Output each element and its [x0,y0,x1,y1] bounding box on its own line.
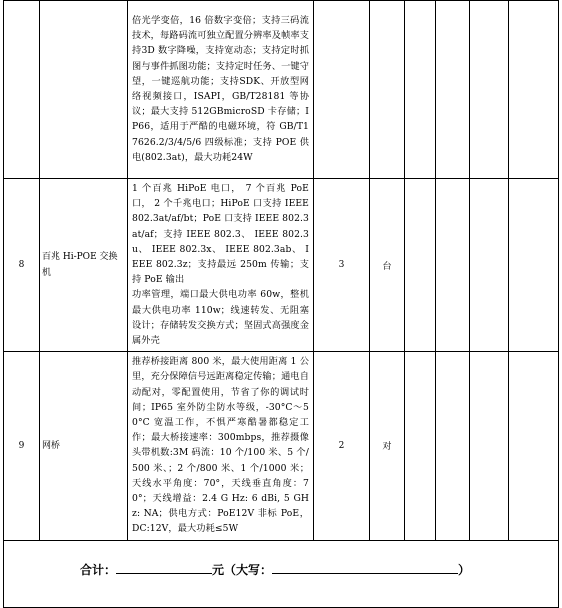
uppercase-amount-blank[interactable] [272,561,458,574]
row-number: 9 [4,352,40,540]
item-name [40,352,128,540]
unit [370,1,405,179]
empty-cell [436,1,470,179]
quantity: 3 [314,179,370,352]
item-name [40,1,128,179]
total-amount-blank[interactable] [116,561,212,574]
spec-cell [128,179,314,352]
item-name-text: 百兆 Hi-POE 交换机 [42,252,118,279]
empty-cell [509,352,559,540]
spec-cell [128,352,314,540]
empty-cell [470,179,509,352]
spec-paragraph: 功率管理，端口最大供电功率 60w，整机最大供电功率 110w；线速转发、无阻塞设计；存储转发交换方式；坚固式高强度金属外壳 [132,289,309,347]
table-row [4,179,559,352]
yuan-uppercase-label: 元（大写： [212,563,273,577]
item-name [40,179,128,352]
close-paren: ） [458,563,471,577]
empty-cell [470,1,509,179]
spec-paragraph: 1 个百兆 HiPoE 电口， 7 个百兆 PoE 口， 2 个千兆电口；HiPoE 口支持 IEEE 802.3at/af/bt；PoE 口支持 IEEE 802.3at/af；支持 IEEE 802.3、 IEEE 802.3u、 IEEE 802.3x、 IEEE 802.3ab、 IEEE 802.3z；支持最远 250m 传输；支持 PoE 输出 [132,183,309,286]
spec-cell [128,1,314,179]
quantity [314,1,370,179]
quantity: 2 [314,352,370,540]
row-number: 8 [4,179,40,352]
spec-paragraph: 推荐桥接距离 800 米，最大使用距离 1 公里，充分保障信号远距离稳定传输；通电自动配对，零配置使用，节省了你的调试时间；IP65 室外防尘防水等级，-30°C～50°C 宽温工作，不惧严寒酷暑都稳定工作；最大桥接速率：300mbps，推荐摄像头带机数:3M 码流：10 个/100 米、5 个/500 米、；2 个/800 米、1 个/1000 米；天线水平角度：70°，天线垂直角度：70°；天线增益：2.4 G Hz: 6 dBi, 5 GHz: NA；供电方式：PoE12V 非标 PoE，DC:12V，最大功耗≤5W [132,356,309,535]
empty-cell [405,179,436,352]
empty-cell [405,1,436,179]
empty-cell [509,179,559,352]
table-row [4,352,559,540]
empty-cell [509,1,559,179]
total-label: 合计： [80,563,117,577]
row-number [4,1,40,179]
total-line [80,561,470,578]
empty-cell [405,352,436,540]
spec-table [3,0,559,608]
unit: 台 [370,179,405,352]
spec-paragraph: 倍光学变倍，16 倍数字变倍；支持三码流技术，每路码流可独立配置分辨率及帧率支持3D 数字降噪，支持宽动态；支持定时抓图与事件抓图功能；支持定时任务、一键守望，一键巡航功能；支持SDK、开放型网络视频接口，ISAPI，GB/T28181 等协议；最大支持 512GBmicroSD 卡存储；IP66，适用于严酷的电磁环境，符 GB/T17626.2/3/4/5/6 四级标准；支持 POE 供电(802.3at)，最大功耗24W [132,14,309,163]
unit: 对 [370,352,405,540]
table-row [4,1,559,179]
empty-cell [436,179,470,352]
item-name-text: 网桥 [42,440,61,451]
empty-cell [436,352,470,540]
empty-cell [470,352,509,540]
